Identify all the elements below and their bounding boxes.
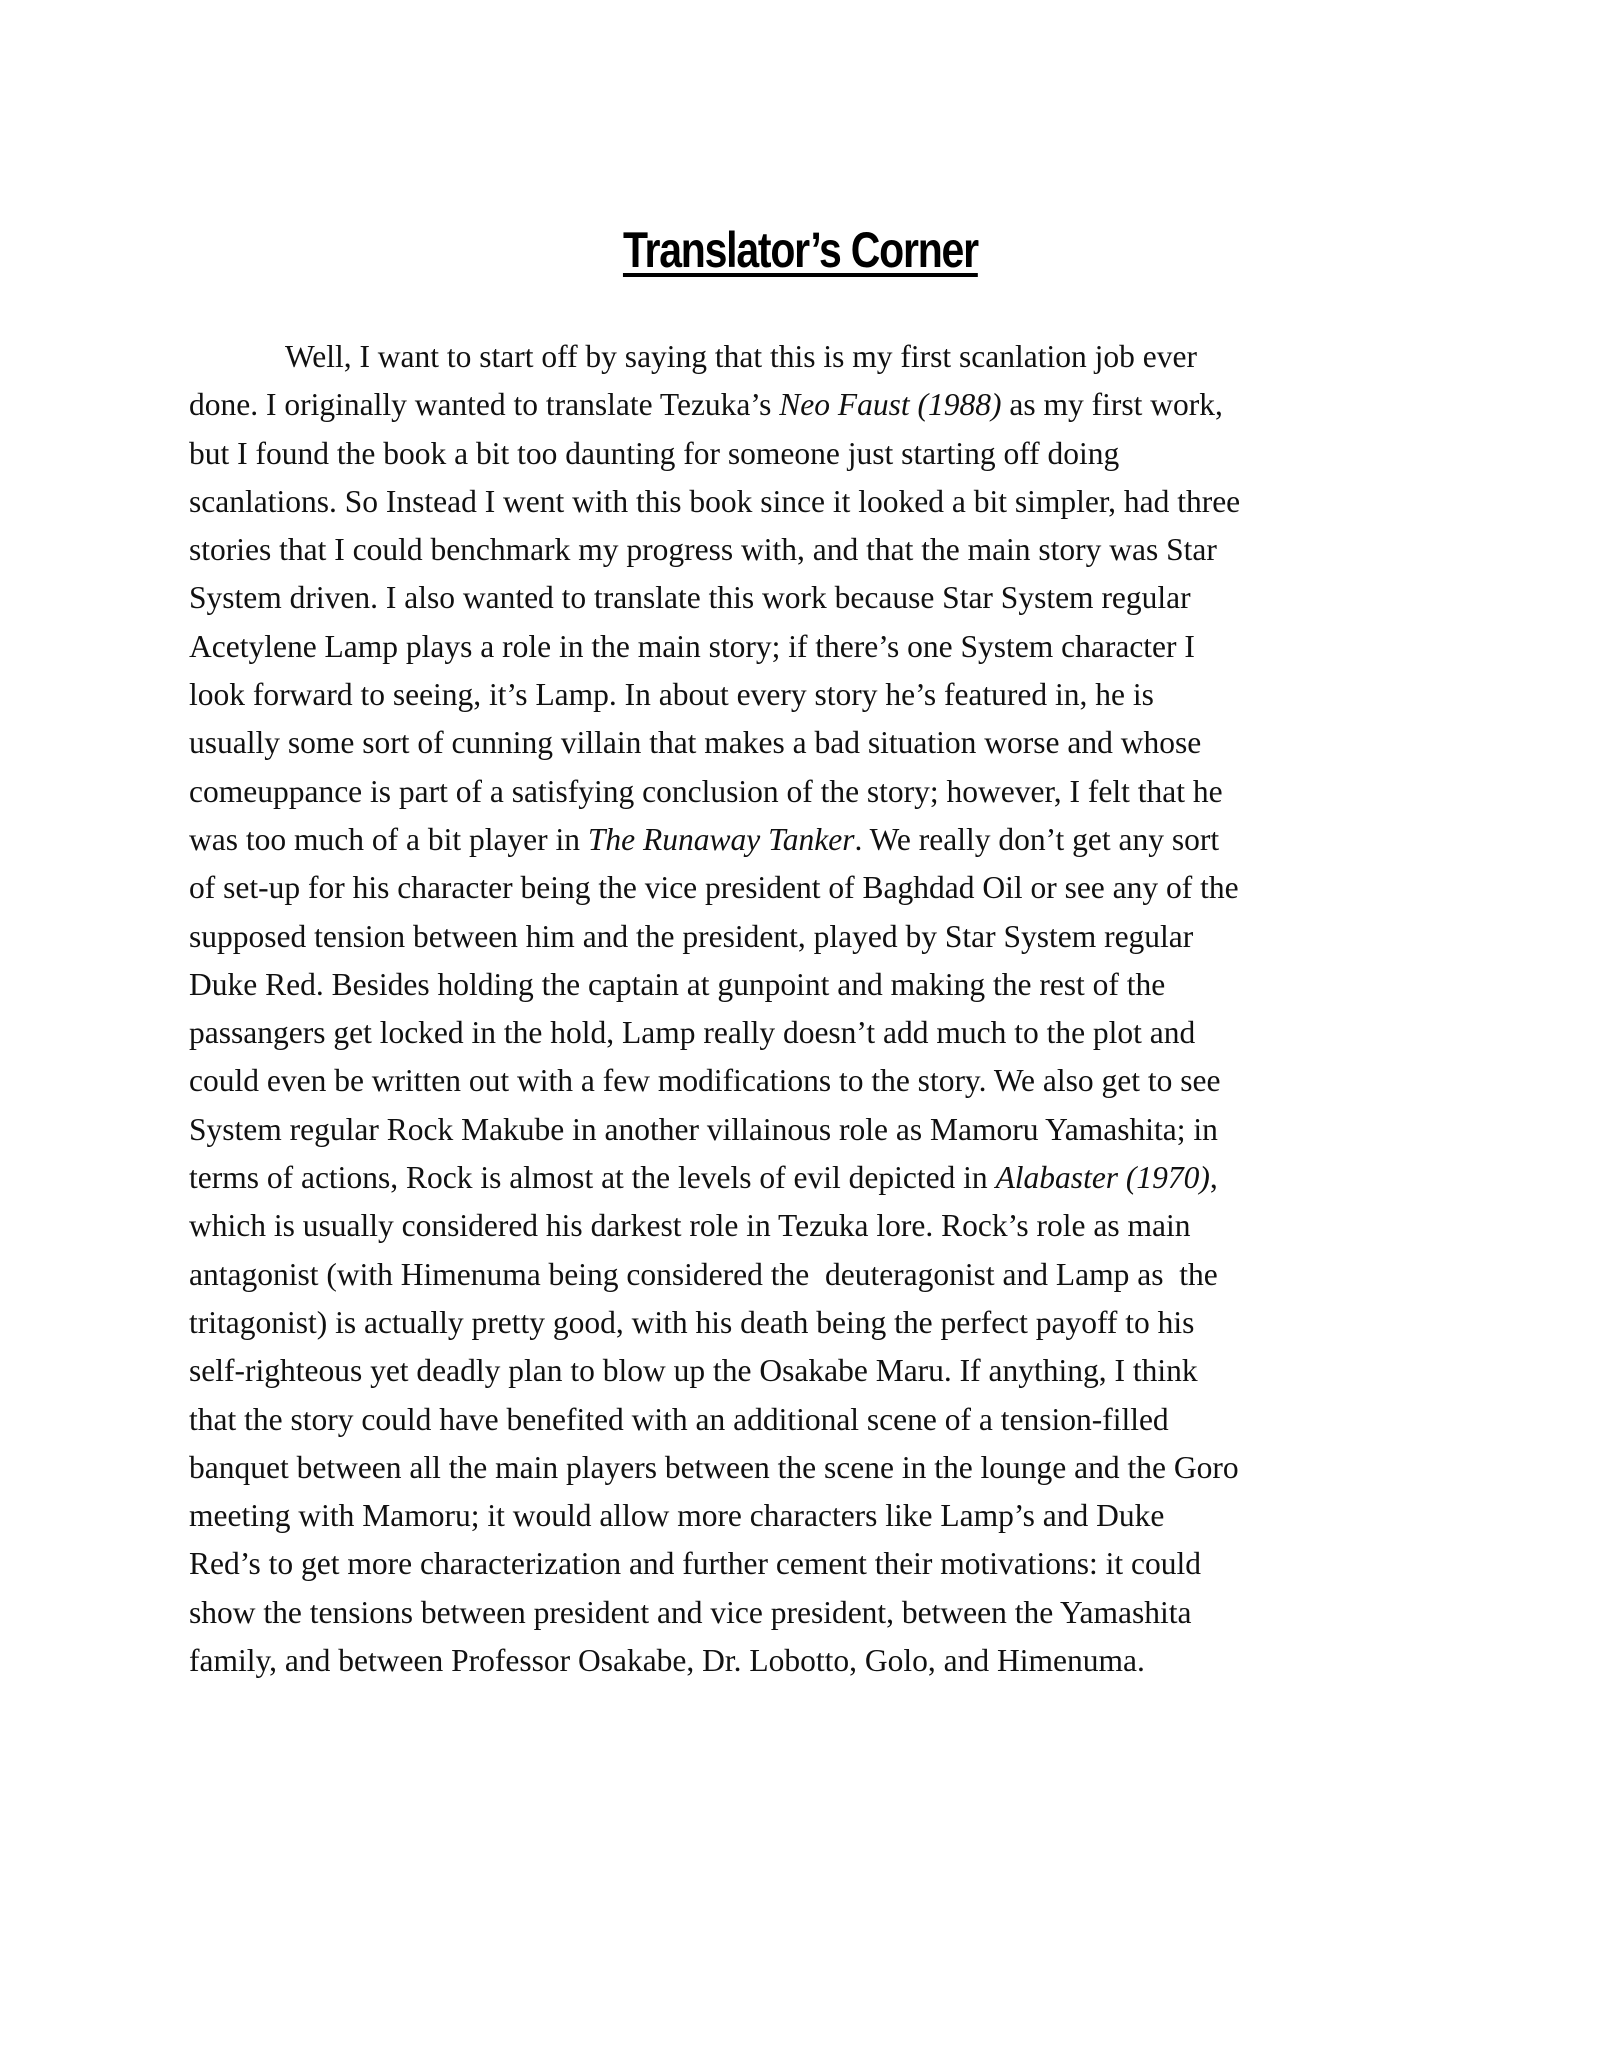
text-segment: System regular Rock Makube in another villainous role as Mamoru Yamashita; in bbox=[189, 1111, 1218, 1147]
text-line bbox=[189, 1154, 1449, 1202]
text-segment: of set-up for his character being the vice president of Baghdad Oil or see any of the bbox=[189, 870, 1239, 906]
text-segment: that the story could have benefited with an additional scene of a tension-filled bbox=[189, 1401, 1169, 1437]
text-line bbox=[189, 1540, 1449, 1588]
text-segment: comeuppance is part of a satisfying conclusion of the story; however, I felt that he bbox=[189, 773, 1223, 809]
text-line bbox=[189, 1057, 1449, 1105]
text-line bbox=[189, 623, 1449, 671]
body-paragraph bbox=[189, 333, 1449, 1685]
text-line bbox=[189, 864, 1449, 912]
text-segment: look forward to seeing, it’s Lamp. In about every story he’s featured in, he is bbox=[189, 677, 1154, 713]
text-line bbox=[189, 526, 1449, 574]
text-segment: passangers get locked in the hold, Lamp really doesn’t add much to the plot and bbox=[189, 1015, 1196, 1051]
text-segment: as my first work, bbox=[1001, 387, 1223, 423]
text-line bbox=[189, 1444, 1449, 1492]
text-segment: Duke Red. Besides holding the captain at gunpoint and making the rest of the bbox=[189, 966, 1166, 1002]
text-line bbox=[189, 574, 1449, 622]
text-segment: terms of actions, Rock is almost at the levels of evil depicted in bbox=[189, 1160, 996, 1196]
text-segment: . We really don’t get any sort bbox=[854, 821, 1220, 857]
text-segment: tritagonist) is actually pretty good, with his death being the perfect payoff to his bbox=[189, 1304, 1195, 1340]
text-line bbox=[189, 961, 1449, 1009]
text-line bbox=[189, 913, 1449, 961]
text-line bbox=[189, 1589, 1449, 1637]
text-segment: self-righteous yet deadly plan to blow up the Osakabe Maru. If anything, I think bbox=[189, 1353, 1198, 1389]
text-segment: stories that I could benchmark my progress with, and that the main story was Star bbox=[189, 532, 1217, 568]
text-segment: meeting with Mamoru; it would allow more characters like Lamp’s and Duke bbox=[189, 1498, 1165, 1534]
text-segment: could even be written out with a few modifications to the story. We also get to see bbox=[189, 1063, 1221, 1099]
text-line bbox=[189, 430, 1449, 478]
text-line bbox=[189, 333, 1449, 381]
text-segment: scanlations. So Instead I went with this book since it looked a bit simpler, had three bbox=[189, 483, 1241, 519]
text-segment: but I found the book a bit too daunting for someone just starting off doing bbox=[189, 435, 1120, 471]
italic-title-text: Neo Faust (1988) bbox=[779, 387, 1002, 423]
text-line bbox=[189, 1396, 1449, 1444]
text-segment: done. I originally wanted to translate Tezuka’s bbox=[189, 387, 780, 423]
text-segment: family, and between Professor Osakabe, Dr. Lobotto, Golo, and Himenuma. bbox=[189, 1643, 1145, 1679]
text-line bbox=[189, 1299, 1449, 1347]
text-segment: supposed tension between him and the president, played by Star System regular bbox=[189, 918, 1194, 954]
text-segment: usually some sort of cunning villain that makes a bad situation worse and whose bbox=[189, 725, 1202, 761]
text-segment: Acetylene Lamp plays a role in the main story; if there’s one System character I bbox=[189, 628, 1195, 664]
text-segment: was too much of a bit player in bbox=[189, 821, 588, 857]
text-line bbox=[189, 478, 1449, 526]
text-line bbox=[189, 671, 1449, 719]
text-segment: banquet between all the main players between the scene in the lounge and the Goro bbox=[189, 1449, 1239, 1485]
text-line bbox=[189, 1492, 1449, 1540]
text-segment: Well, I want to start off by saying that this is my first scanlation job ever bbox=[285, 339, 1197, 374]
text-segment: Red’s to get more characterization and further cement their motivations: it could bbox=[189, 1546, 1202, 1582]
text-line bbox=[189, 1637, 1449, 1685]
text-line bbox=[189, 719, 1449, 767]
text-segment: show the tensions between president and vice president, between the Yamashita bbox=[189, 1594, 1192, 1630]
italic-title-text: Alabaster (1970) bbox=[995, 1160, 1210, 1196]
text-line bbox=[189, 1106, 1449, 1154]
text-segment: antagonist (with Himenuma being considered the deuteragonist and Lamp as the bbox=[189, 1256, 1218, 1292]
text-line bbox=[189, 1009, 1449, 1057]
text-segment: which is usually considered his darkest role in Tezuka lore. Rock’s role as main bbox=[189, 1208, 1191, 1244]
text-line bbox=[189, 768, 1449, 816]
text-line bbox=[189, 1347, 1449, 1395]
text-line bbox=[189, 381, 1449, 429]
page-title-text: Translator’s Corner bbox=[622, 221, 978, 278]
italic-title-text: The Runaway Tanker bbox=[587, 821, 855, 857]
text-segment: System driven. I also wanted to translate this work because Star System regular bbox=[189, 580, 1191, 616]
text-line bbox=[189, 816, 1449, 864]
page-title bbox=[0, 220, 1600, 280]
text-line bbox=[189, 1251, 1449, 1299]
text-line bbox=[189, 1202, 1449, 1250]
text-segment: , bbox=[1209, 1160, 1218, 1196]
